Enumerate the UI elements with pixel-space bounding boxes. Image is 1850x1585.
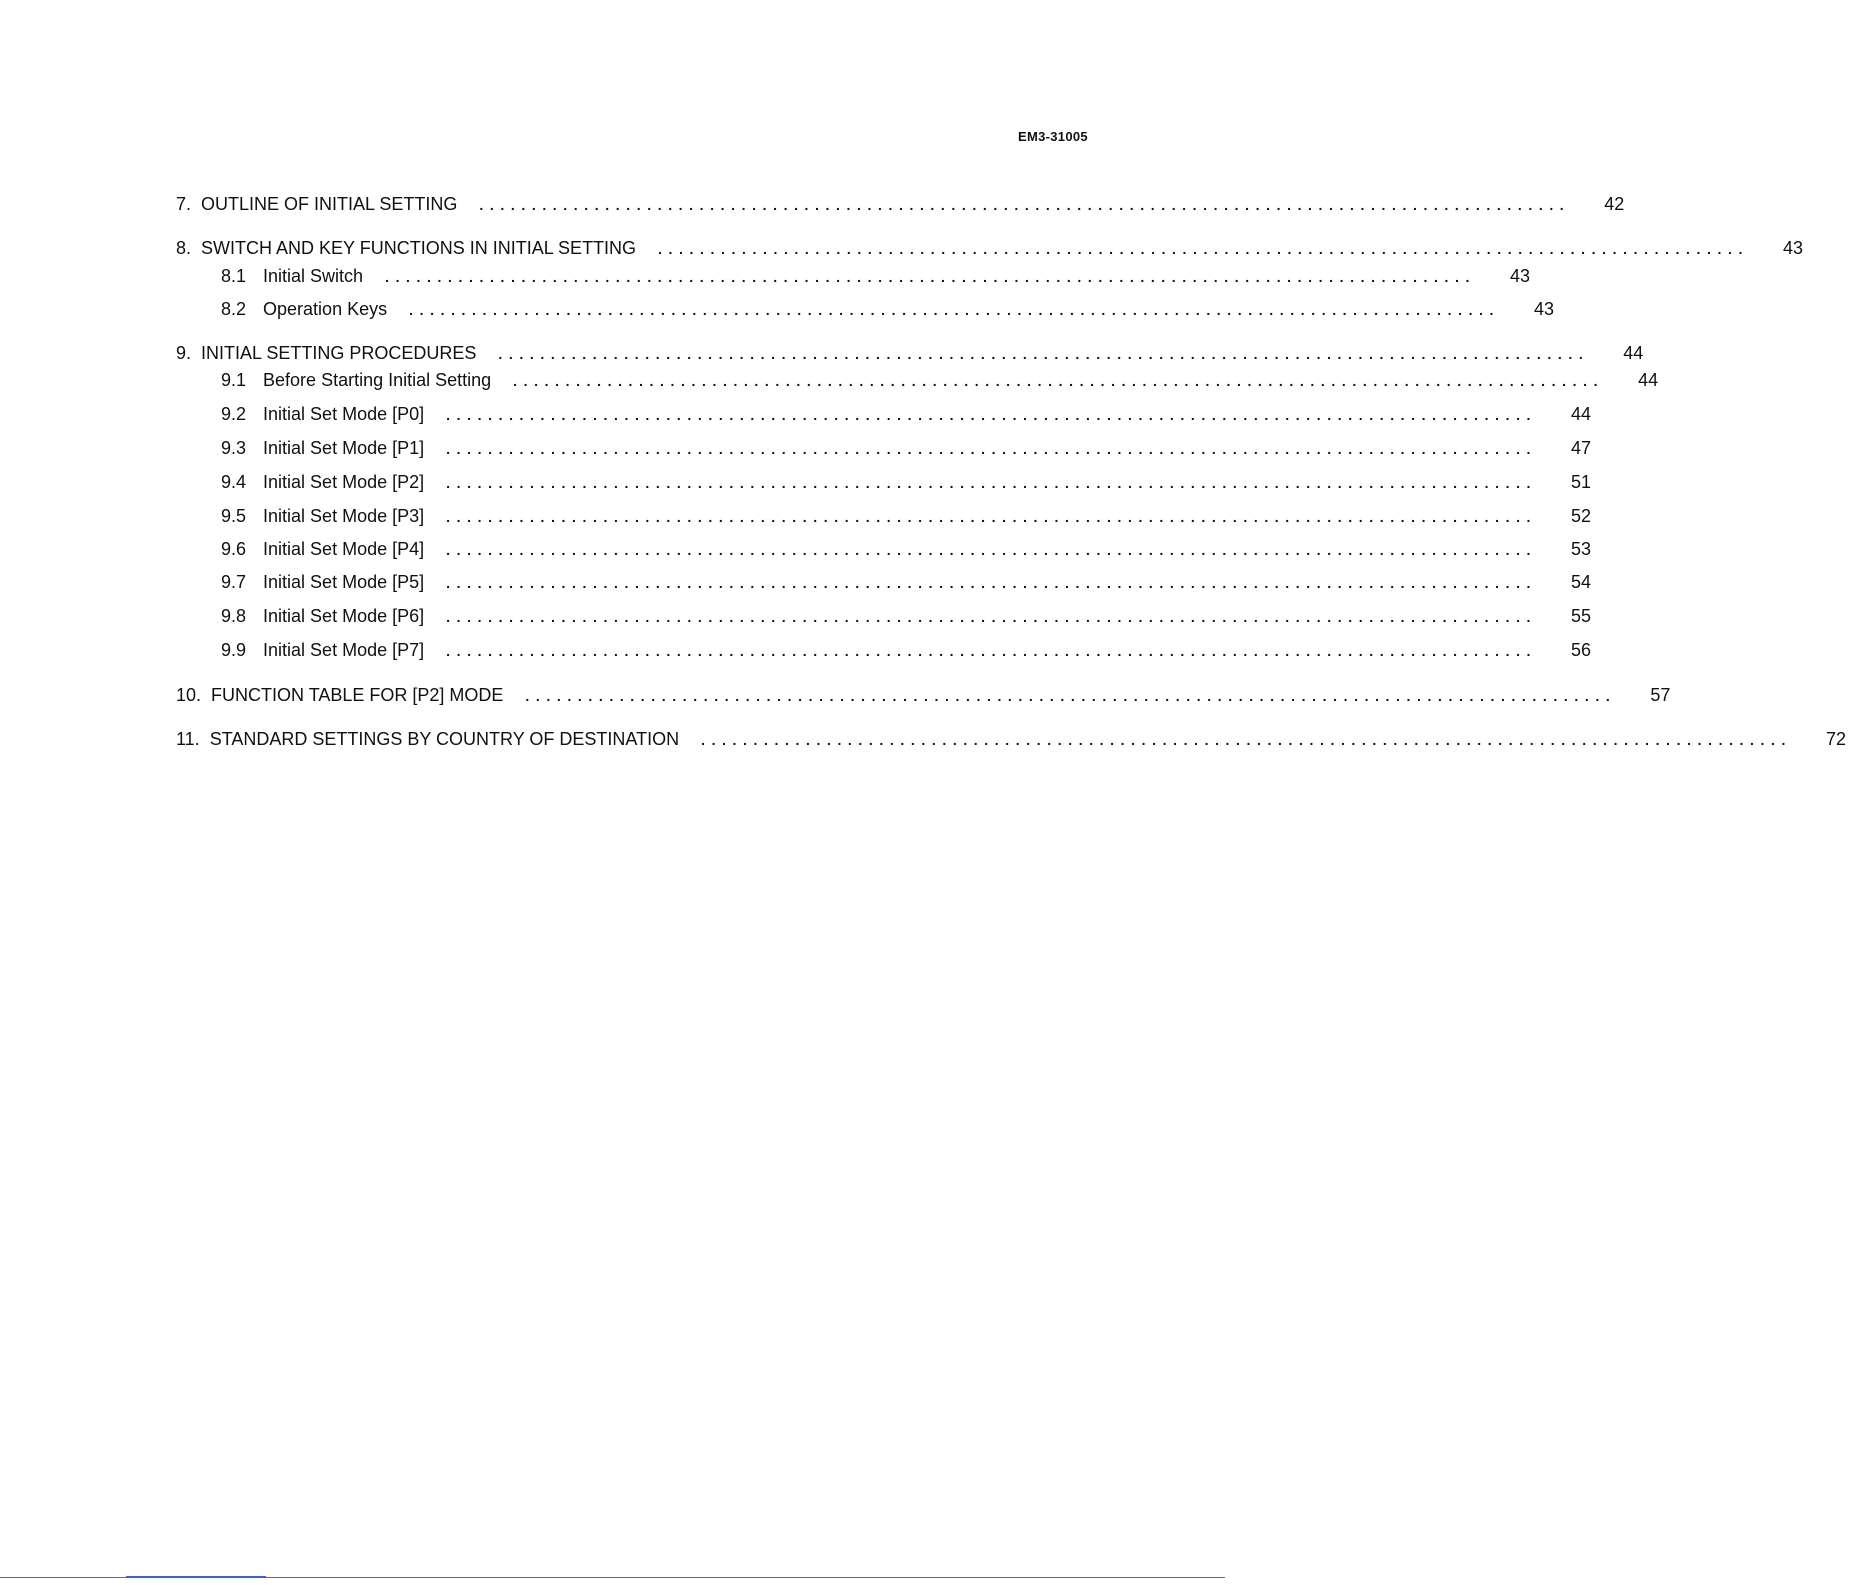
toc-entry-number: 9.8: [221, 606, 247, 626]
dot-leader: ........................................................................................................: [446, 407, 1538, 423]
toc-entry[interactable]: [221, 437, 1592, 460]
toc-entry[interactable]: [221, 605, 1592, 628]
toc-entry-number: 9.6: [221, 539, 247, 559]
dot-leader: ........................................................................................................: [409, 302, 1501, 318]
toc-entry-page: 44: [1571, 404, 1592, 424]
toc-entry[interactable]: [221, 403, 1592, 426]
toc-entry-title: OUTLINE OF INITIAL SETTING: [201, 194, 458, 214]
toc-entry-page: 42: [1604, 194, 1625, 214]
toc-entry-title: Initial Set Mode [P1]: [263, 438, 425, 458]
dot-leader: ........................................................................................................: [446, 475, 1538, 491]
toc-entry-title: INITIAL SETTING PROCEDURES: [201, 343, 477, 363]
toc-entry-title: FUNCTION TABLE FOR [P2] MODE: [211, 685, 504, 705]
toc-entry[interactable]: [221, 571, 1592, 594]
toc-entry-number: 8.2: [221, 299, 247, 319]
document-code: EM3-31005: [1018, 129, 1088, 144]
toc-entry-page: 55: [1571, 606, 1592, 626]
footnote-separator: [126, 1576, 266, 1578]
toc-entry-title: SWITCH AND KEY FUNCTIONS IN INITIAL SETTING: [201, 238, 637, 258]
toc-entry-page: 56: [1571, 640, 1592, 660]
toc-entry-number: 9.3: [221, 438, 247, 458]
toc-entry[interactable]: [221, 471, 1592, 494]
toc-entry-number: 10.: [176, 685, 202, 705]
toc-entry-number: 9.9: [221, 640, 247, 660]
toc-entry-page: 47: [1571, 438, 1592, 458]
dot-leader: ........................................................................................................: [658, 241, 1749, 257]
toc-entry[interactable]: [176, 193, 1625, 216]
toc-entry-number: 9.2: [221, 404, 247, 424]
toc-entry-page: 44: [1623, 343, 1644, 363]
toc-entry[interactable]: [176, 237, 1803, 260]
toc-entry-page: 54: [1571, 572, 1592, 592]
toc-entry-number: 9.5: [221, 506, 247, 526]
toc-entry-title: Initial Set Mode [P3]: [263, 506, 425, 526]
toc-entry[interactable]: [221, 538, 1592, 561]
toc-entry[interactable]: [221, 298, 1555, 321]
dot-leader: ........................................................................................................: [498, 346, 1590, 362]
dot-leader: ........................................................................................................: [446, 575, 1538, 591]
dot-leader: ........................................................................................................: [446, 509, 1538, 525]
toc-entry[interactable]: [176, 684, 1671, 707]
toc-entry-page: 43: [1782, 238, 1803, 258]
toc-entry[interactable]: [221, 265, 1531, 288]
toc-entry-page: 53: [1571, 539, 1592, 559]
dot-leader: ........................................................................................................: [446, 643, 1538, 659]
toc-entry-page: 43: [1534, 299, 1555, 319]
toc-entry[interactable]: [221, 505, 1592, 528]
toc-entry-number: 7.: [176, 194, 192, 214]
toc-entry-number: 9.1: [221, 370, 247, 390]
toc-entry-number: 8.1: [221, 266, 247, 286]
toc-entry-title: Initial Set Mode [P5]: [263, 572, 425, 592]
toc-entry-title: Initial Set Mode [P0]: [263, 404, 425, 424]
toc-entry-number: 11.: [176, 729, 200, 749]
dot-leader: ........................................................................................................: [513, 373, 1605, 389]
toc-entry-title: Operation Keys: [263, 299, 388, 319]
toc-entry-number: 9.: [176, 343, 192, 363]
toc-entry-page: 44: [1638, 370, 1659, 390]
toc-entry[interactable]: [176, 342, 1644, 365]
toc-entry-number: 9.7: [221, 572, 247, 592]
toc-entry[interactable]: [176, 728, 1847, 751]
toc-entry-number: 9.4: [221, 472, 247, 492]
dot-leader: ........................................................................................................: [446, 542, 1538, 558]
dot-leader: ........................................................................................................: [479, 197, 1571, 213]
toc-entry-page: 51: [1571, 472, 1592, 492]
dot-leader: ........................................................................................................: [446, 441, 1538, 457]
toc-entry-title: STANDARD SETTINGS BY COUNTRY OF DESTINATION: [209, 729, 680, 749]
toc-entry-number: 8.: [176, 238, 192, 258]
toc-entry-title: Initial Set Mode [P2]: [263, 472, 425, 492]
toc-entry-title: Before Starting Initial Setting: [263, 370, 492, 390]
toc-entry-page: 57: [1650, 685, 1671, 705]
toc-entry-page: 72: [1825, 729, 1847, 749]
toc-entry-title: Initial Set Mode [P6]: [263, 606, 425, 626]
dot-leader: ........................................................................................................: [446, 609, 1538, 625]
dot-leader: ........................................................................................................: [701, 732, 1793, 748]
toc-entry-page: 52: [1571, 506, 1592, 526]
toc-entry-title: Initial Set Mode [P7]: [263, 640, 425, 660]
dot-leader: ........................................................................................................: [385, 269, 1477, 285]
toc-entry[interactable]: [221, 639, 1592, 662]
toc-entry-title: Initial Switch: [263, 266, 364, 286]
toc-entry-page: 43: [1509, 266, 1531, 286]
toc-entry-title: Initial Set Mode [P4]: [263, 539, 425, 559]
toc-entry[interactable]: [221, 369, 1659, 392]
dot-leader: ........................................................................................................: [525, 688, 1617, 704]
